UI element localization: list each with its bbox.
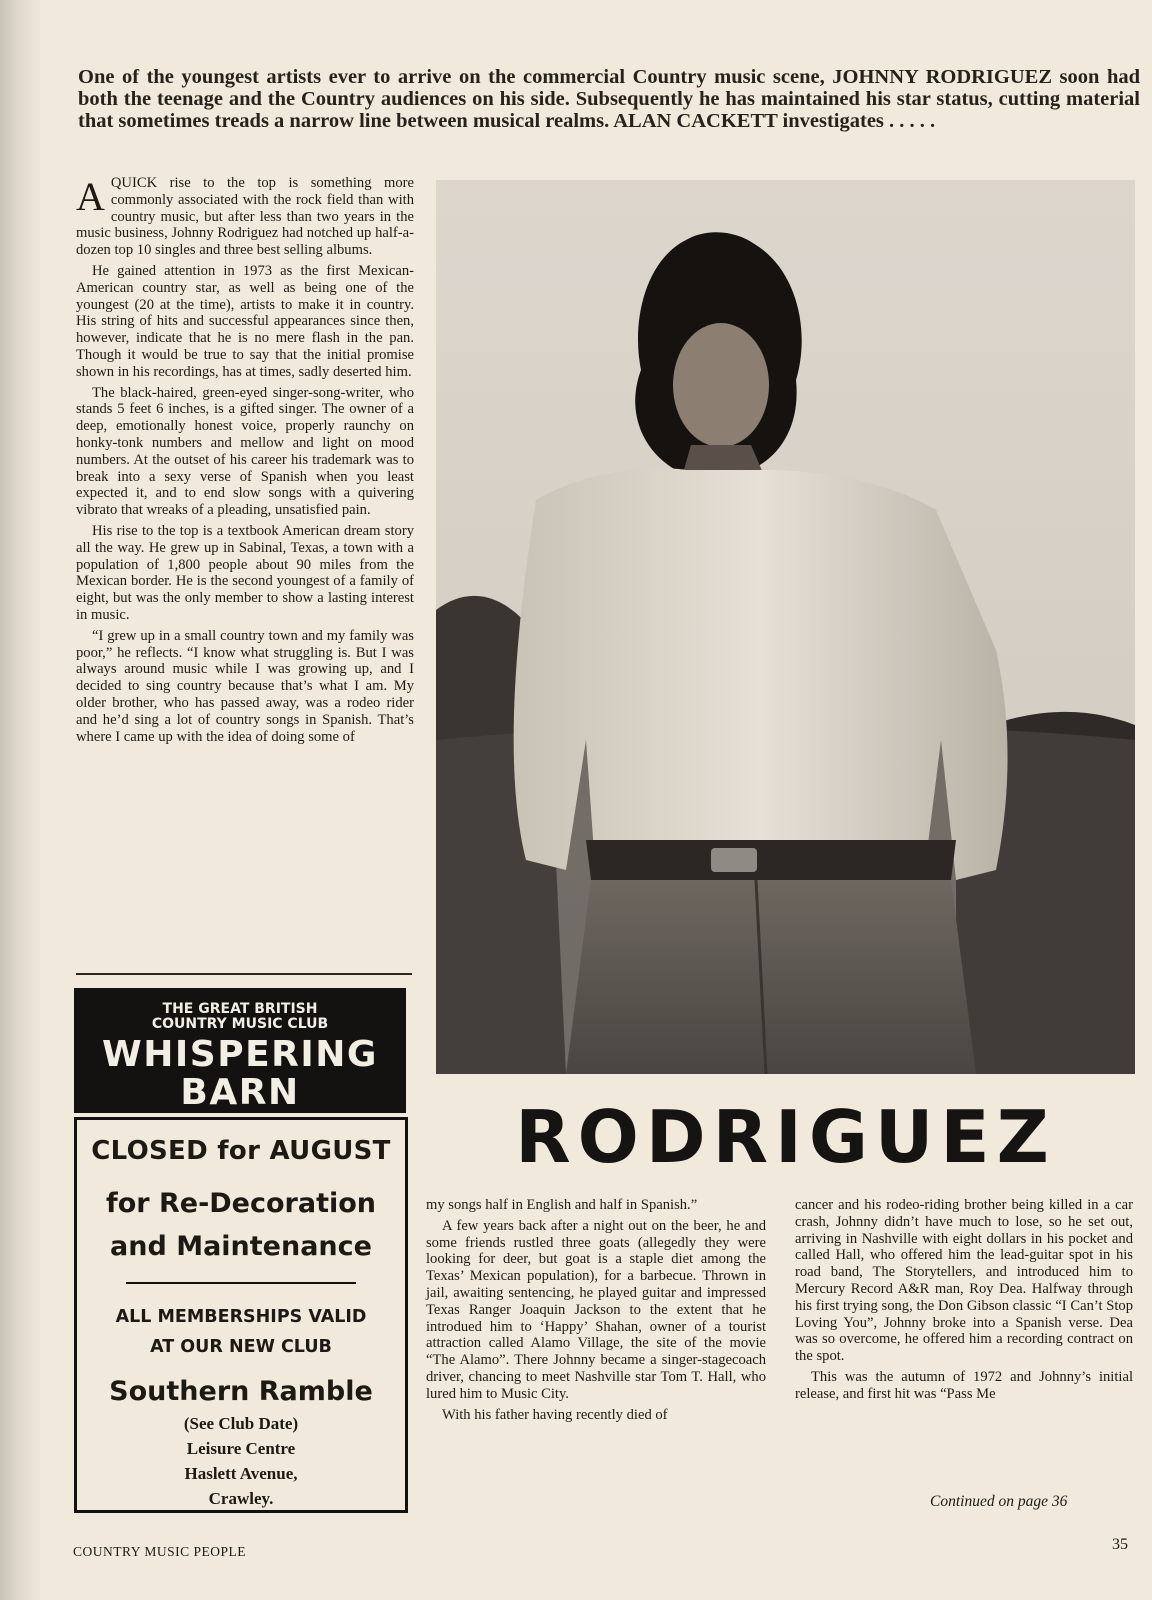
club-ad-memberships-line: AT OUR NEW CLUB	[150, 1336, 332, 1357]
article-headline: RODRIGUEZ	[515, 1095, 1056, 1179]
club-ad-memberships	[77, 1302, 405, 1362]
article-column-left	[76, 175, 414, 749]
club-ad-address-line: Crawley.	[208, 1488, 274, 1508]
club-ad-name	[74, 1036, 406, 1112]
club-ad-redecoration-line: for Re-Decoration	[105, 1188, 377, 1219]
article-paragraph: my songs half in English and half in Spanish.”	[426, 1197, 698, 1213]
club-ad-memberships-line: ALL MEMBERSHIPS VALID	[115, 1306, 367, 1327]
page-number: 35	[1112, 1536, 1128, 1553]
article-paragraph: His rise to the top is a textbook American dream story all the way. He grew up in Sabinal, Texas, a town with a population of 1,800 people about 90 miles from the Mexican border. He is the second youngest of a family of eight, but was the only member to show a lasting interest in music.	[76, 522, 414, 623]
club-ad-redecoration	[77, 1182, 405, 1268]
club-ad-address-line: Haslett Avenue,	[184, 1463, 298, 1483]
intro-standfirst: One of the youngest artists ever to arrive on the commercial Country music scene, JOHNNY RODRIGUEZ soon had both the teenage and the Country audiences on his side. Subsequently he has maintained his star status, cutting material that sometimes treads a narrow line between musical realms. ALAN CACKETT investigates . . . . .	[78, 66, 1140, 132]
article-column-middle	[426, 1197, 766, 1427]
club-ad-notice	[74, 1117, 408, 1513]
club-ad-org-line: COUNTRY MUSIC CLUB	[151, 1016, 329, 1032]
club-ad-redecoration-line: and Maintenance	[110, 1231, 372, 1262]
article-paragraph: cancer and his rodeo-riding brother being killed in a car crash, Johnny didn’t have much to lose, so he set out, arriving in Nashville with eight dollars in his pocket and called Hall, who offered him the lead-guitar spot in his road band, The Storytellers, and introduced him to Mercury Record A&R man, Roy Dea. Halfway through his first trying song, the Don Gibson classic “I Can’t Stop Loving You”, Johnny broke into a Spanish verse. Dea was so overcome, he offered him a recording contract on the spot.	[795, 1197, 1133, 1365]
footer-magazine-name: COUNTRY MUSIC PEOPLE	[73, 1544, 247, 1559]
club-ad-address-line: Leisure Centre	[186, 1438, 296, 1458]
club-ad-banner	[74, 988, 406, 1113]
club-ad-org-line: THE GREAT BRITISH	[162, 1001, 318, 1017]
club-ad-name-line: BARN	[180, 1072, 300, 1113]
club-ad-closed: CLOSED for AUGUST	[91, 1136, 391, 1166]
club-ad-org	[74, 1002, 406, 1032]
article-paragraph-text: QUICK rise to the top is something more commonly associated with the rock field than with country music, but after less than two years in the music business, Johnny Rodriguez had notched up half-a-dozen top 10 singles and three best selling albums.	[76, 175, 414, 259]
article-column-right	[795, 1197, 1133, 1407]
article-paragraph	[76, 175, 414, 259]
drop-cap: A	[76, 174, 105, 219]
club-ad-name-line: WHISPERING	[102, 1034, 378, 1075]
club-ad-venue: Southern Ramble	[109, 1375, 373, 1407]
column-rule	[76, 973, 412, 975]
article-paragraph: This was the autumn of 1972 and Johnny’s initial release, and first hit was “Pass Me	[795, 1368, 1133, 1402]
article-paragraph: He gained attention in 1973 as the first Mexican-American country star, as well as being one of the youngest (20 at the time), artists to make it in country. His string of hits and successful appearances since then, however, indicate that he is no mere flash in the pan. Though it would be true to say that the initial promise shown in his recordings, has at times, sadly deserted him.	[76, 262, 414, 380]
club-ad-address	[77, 1411, 405, 1511]
continued-note: Continued on page 36	[930, 1493, 1068, 1510]
article-paragraph: With his father having recently died of	[442, 1406, 668, 1423]
portrait-photo	[436, 180, 1135, 1074]
club-ad-address-line: (See Club Date)	[183, 1413, 299, 1433]
club-ad-divider	[126, 1282, 356, 1284]
article-paragraph: A few years back after a night out on the beer, he and some friends rustled three goats (allegedly they were looking for deer, but goat is a staple diet among the Texas’ Mexican population), for a barbecue. Thrown in jail, awaiting sentencing, he played guitar and impressed Texas Ranger Joaquin Jackson to the extent that he introdued him to ‘Happy’ Shahan, owner of a tourist attraction called Alamo Village, the site of the movie “The Alamo”. There Johnny became a singer-stagecoach driver, chancing to meet Nashville star Tom T. Hall, who lured him to Music City.	[426, 1217, 766, 1402]
page-binding-edge	[0, 0, 40, 1600]
article-paragraph: The black-haired, green-eyed singer-song-writer, who stands 5 feet 6 inches, is a gifted singer. The owner of a deep, emotionally honest voice, properly raunchy on honky-tonk numbers and mellow and light on mood numbers. At the outset of his career his trademark was to break into a sexy verse of Spanish when you least expected it, and to end slow songs with a quivering vibrato that wreaks of a pleading, unsatisfied pain.	[76, 384, 414, 519]
article-paragraph: “I grew up in a small country town and my family was poor,” he reflects. “I know what struggling is. But I was always around music while I was growing up, and I decided to sing country because that’s what I am. My older brother, who has passed away, was a rodeo rider and he’d sing a lot of country songs in Spanish. That’s where I came up with the idea of doing some of	[76, 627, 414, 745]
